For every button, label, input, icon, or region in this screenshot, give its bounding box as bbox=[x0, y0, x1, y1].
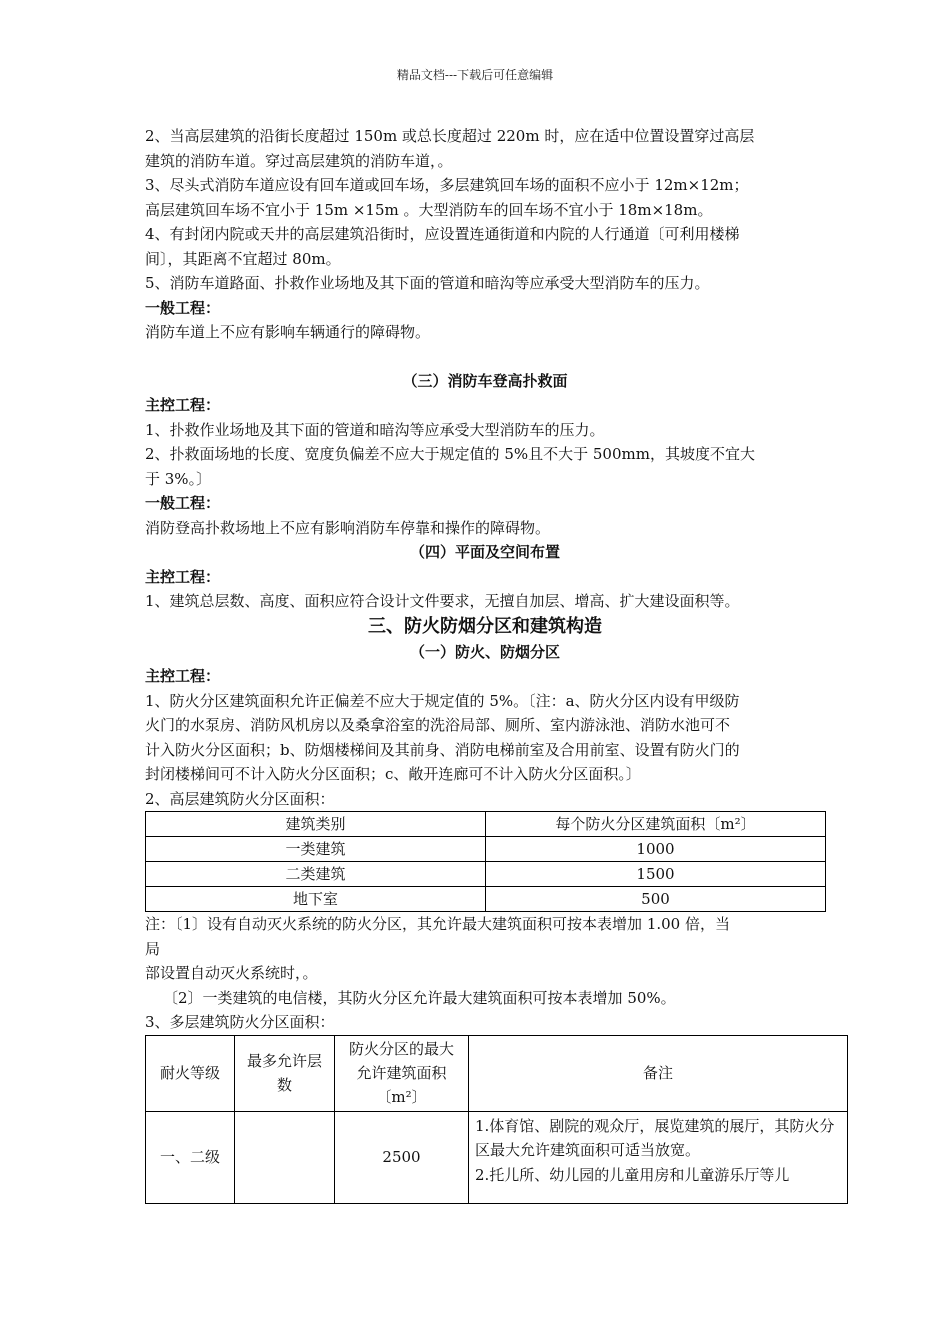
chapter-title: 三、防火防烟分区和建筑构造 bbox=[368, 615, 602, 637]
paragraph: 1、扑救作业场地及其下面的管道和暗沟等应承受大型消防车的压力。 bbox=[145, 420, 605, 439]
table-cell: 1500 bbox=[486, 862, 826, 887]
note: 部设置自动灭火系统时，。 bbox=[145, 964, 318, 982]
table-cell: 二类建筑 bbox=[146, 862, 486, 887]
paragraph: 消防车道上不应有影响车辆通行的障碍物。 bbox=[145, 323, 431, 341]
document-body bbox=[145, 124, 835, 1204]
paragraph: 建筑的消防车道。穿过高层建筑的消防车道，。 bbox=[145, 151, 453, 170]
paragraph: 2、高层建筑防火分区面积： bbox=[145, 789, 335, 808]
table-row bbox=[146, 1111, 848, 1203]
paragraph: 3、尽头式消防车道应设有回车道或回车场，多层建筑回车场的面积不应小于 12m×12m； bbox=[145, 176, 749, 194]
table-row bbox=[146, 837, 826, 862]
paragraph: 间〕，其距离不宜超过 80m。 bbox=[145, 249, 341, 268]
page-header: 精品文档---下载后可任意编辑 bbox=[396, 68, 554, 82]
table-header-cell: 备注 bbox=[469, 1035, 848, 1111]
table-header-cell: 防火分区的最大允许建筑面积〔m²〕 bbox=[335, 1035, 469, 1111]
table-cell bbox=[469, 1111, 848, 1203]
subheading-general: 一般工程： bbox=[145, 494, 221, 512]
paragraph: 封闭楼梯间可不计入防火分区面积；c、敞开连廊可不计入防火分区面积。〕 bbox=[145, 765, 641, 783]
table-header-cell: 最多允许层数 bbox=[235, 1035, 335, 1111]
table-row bbox=[146, 887, 826, 912]
paragraph: 4、有封闭内院或天井的高层建筑沿街时，应设置连通街道和内院的人行通道〔可利用楼梯 bbox=[145, 225, 740, 243]
table-row bbox=[146, 862, 826, 887]
paragraph: 消防登高扑救场地上不应有影响消防车停靠和操作的障碍物。 bbox=[145, 518, 551, 537]
table-cell: 500 bbox=[486, 887, 826, 912]
section-title: （三）消防车登高扑救面 bbox=[402, 371, 568, 390]
table-cell: 2500 bbox=[335, 1111, 469, 1203]
subheading-main: 主控工程： bbox=[145, 667, 221, 685]
table-header-cell: 耐火等级 bbox=[146, 1035, 235, 1111]
subheading-main: 主控工程： bbox=[145, 396, 221, 414]
note-item: 1.体育馆、剧院的观众厅，展览建筑的展厅，其防火分区最大允许建筑面积可适当放宽。 bbox=[475, 1116, 835, 1159]
paragraph: 1、防火分区建筑面积允许正偏差不应大于规定值的 5%。〔注：a、防火分区内设有甲级防 bbox=[145, 691, 740, 710]
table-cell: 一、二级 bbox=[146, 1111, 235, 1203]
paragraph: 3、多层建筑防火分区面积： bbox=[145, 1013, 335, 1031]
table-header-cell: 建筑类别 bbox=[146, 812, 486, 837]
paragraph: 于 3%。〕 bbox=[145, 469, 212, 488]
paragraph: 1、建筑总层数、高度、面积应符合设计文件要求，无擅自加层、增高、扩大建设面积等。 bbox=[145, 592, 740, 610]
table-cell bbox=[235, 1111, 335, 1203]
subheading-main: 主控工程： bbox=[145, 567, 221, 586]
section-title: （一）防火、防烟分区 bbox=[409, 642, 560, 661]
table-header-row bbox=[146, 812, 826, 837]
section-title: （四）平面及空间布置 bbox=[409, 543, 560, 561]
paragraph: 火门的水泵房、消防风机房以及桑拿浴室的洗浴局部、厕所、室内游泳池、消防水池可不 bbox=[145, 716, 731, 734]
paragraph: 2、当高层建筑的沿街长度超过 150m 或总长度超过 220m 时，应在适中位置设置穿过高层 bbox=[145, 127, 755, 145]
note: 注：〔1〕设有自动灭火系统的防火分区，其允许最大建筑面积可按本表增加 1.00 倍，当 bbox=[145, 915, 730, 933]
highrise-fire-zone-table bbox=[145, 811, 826, 912]
table-header-row bbox=[146, 1035, 848, 1111]
paragraph: 高层建筑回车场不宜小于 15m ×15m 。大型消防车的回车场不宜小于 18m×18m。 bbox=[145, 200, 713, 219]
table-cell: 地下室 bbox=[146, 887, 486, 912]
note-item: 2.托儿所、幼儿园的儿童用房和儿童游乐厅等儿 bbox=[475, 1165, 790, 1184]
table-cell: 一类建筑 bbox=[146, 837, 486, 862]
paragraph: 计入防火分区面积；b、防烟楼梯间及其前身、消防电梯前室及合用前室、设置有防火门的 bbox=[145, 740, 740, 759]
note: 〔2〕一类建筑的电信楼，其防火分区允许最大建筑面积可按本表增加 50%。 bbox=[163, 988, 676, 1007]
multistory-fire-zone-table bbox=[145, 1035, 848, 1204]
table-header-cell: 每个防火分区建筑面积〔m²〕 bbox=[486, 812, 826, 837]
note: 局 bbox=[145, 939, 161, 958]
table-cell: 1000 bbox=[486, 837, 826, 862]
subheading-general: 一般工程： bbox=[145, 298, 221, 317]
paragraph: 2、扑救面场地的长度、宽度负偏差不应大于规定值的 5%且不大于 500mm，其坡度不宜大 bbox=[145, 445, 755, 463]
paragraph: 5、消防车道路面、扑救作业场地及其下面的管道和暗沟等应承受大型消防车的压力。 bbox=[145, 274, 710, 292]
